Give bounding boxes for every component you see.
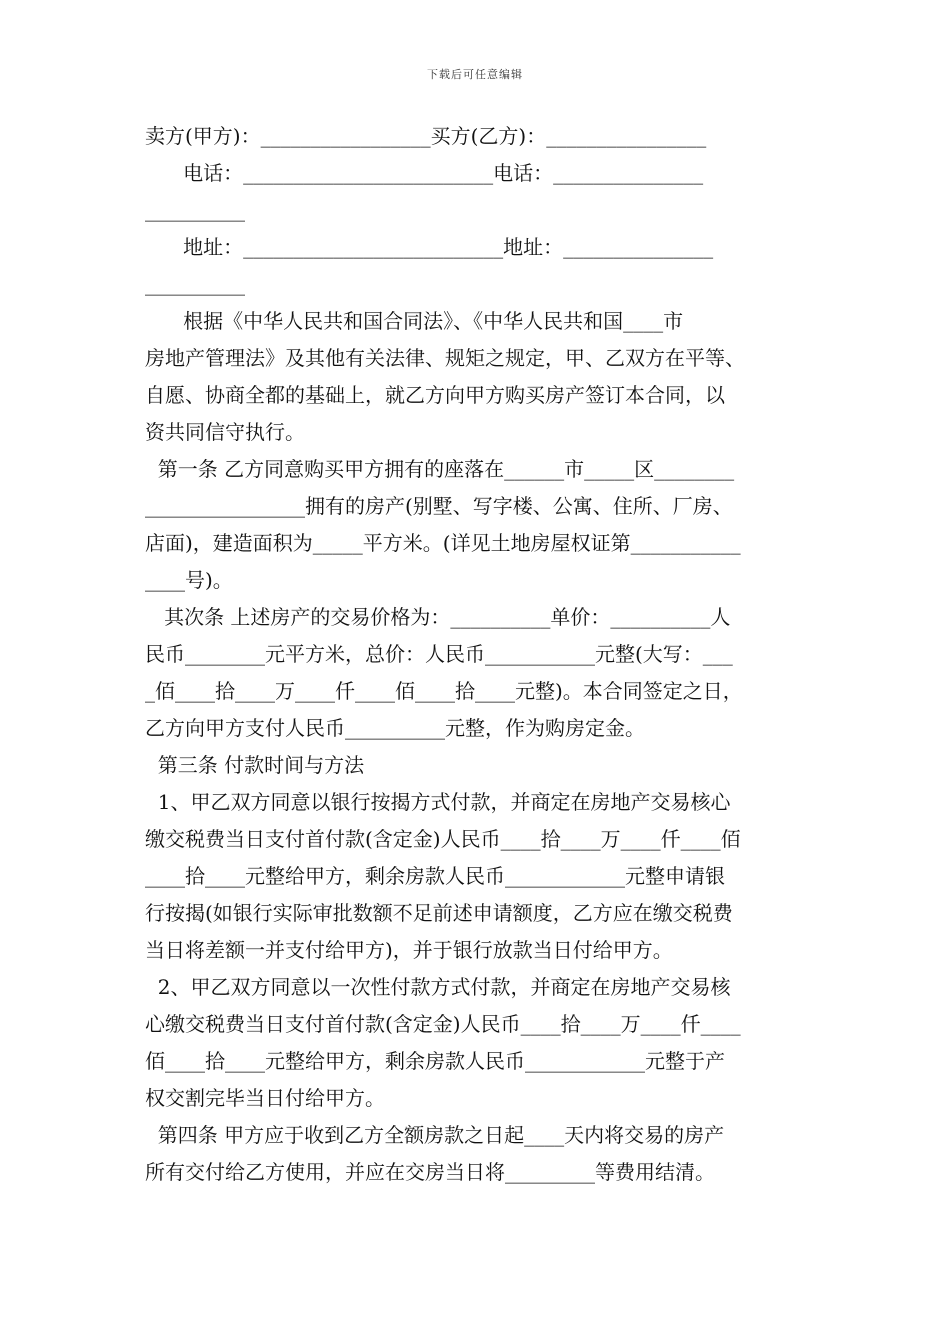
article-1-line-3: 店面)，建造面积为_____平方米。(详见土地房屋权证第___________ bbox=[145, 531, 741, 555]
article-2-line-4: 乙方向甲方支付人民币__________元整，作为购房定金。 bbox=[145, 716, 645, 740]
article-3-item-2-line-1: 2、甲乙双方同意以一次性付款方式付款，并商定在房地产交易核 bbox=[145, 975, 731, 999]
article-3-item-1-line-5: 当日将差额一并支付给甲方)，并于银行放款当日付给甲方。 bbox=[145, 938, 673, 962]
article-3-item-1-line-3: ____拾____元整给甲方，剩余房款人民币____________元整申请银 bbox=[145, 864, 725, 888]
address-line: 地址：__________________________地址：_______________ bbox=[145, 235, 714, 259]
header-note: 下载后可任意编辑 bbox=[427, 68, 523, 81]
article-3-item-2-line-4: 权交割完毕当日付给甲方。 bbox=[145, 1086, 385, 1110]
article-2-line-3: _佰____拾____万____仟____佰____拾____元整)。本合同签定之日， bbox=[145, 679, 743, 703]
preamble-line-4: 资共同信守执行。 bbox=[145, 420, 305, 444]
article-3-item-2-line-2: 心缴交税费当日支付首付款(含定金)人民币____拾____万____仟____ bbox=[145, 1012, 741, 1036]
article-1-line-4: ____号)。 bbox=[145, 568, 233, 592]
article-1-line-2: ________________拥有的房产(别墅、写字楼、公寓、住所、厂房、 bbox=[145, 494, 733, 518]
address-line-cont: __________ bbox=[145, 272, 245, 296]
article-3-heading: 第三条 付款时间与方法 bbox=[145, 753, 365, 777]
preamble-line-2: 房地产管理法》及其他有关法律、规矩之规定，甲、乙双方在平等、 bbox=[145, 346, 745, 370]
preamble-line-3: 自愿、协商全都的基础上，就乙方向甲方购买房产签订本合同，以 bbox=[145, 383, 725, 407]
contract-body bbox=[145, 118, 810, 1191]
article-3-item-1-line-4: 行按揭(如银行实际审批数额不足前述申请额度，乙方应在缴交税费 bbox=[145, 901, 733, 925]
article-3-item-1-line-1: 1、甲乙双方同意以银行按揭方式付款，并商定在房地产交易核心 bbox=[145, 790, 731, 814]
article-1-line-1: 第一条 乙方同意购买甲方拥有的座落在______市_____区________ bbox=[145, 457, 735, 481]
article-3-item-2-line-3: 佰____拾____元整给甲方，剩余房款人民币____________元整于产 bbox=[145, 1049, 725, 1073]
preamble-line-1: 根据《中华人民共和国合同法》、《中华人民共和国____市 bbox=[145, 309, 684, 333]
seller-buyer-line: 卖方(甲方)：_________________买方(乙方)：________________ bbox=[145, 124, 707, 148]
article-2-line-2: 民币________元平方米，总价：人民币___________元整(大写：___ bbox=[145, 642, 733, 666]
article-4-line-1: 第四条 甲方应于收到乙方全额房款之日起____天内将交易的房产 bbox=[145, 1123, 725, 1147]
article-3-item-1-line-2: 缴交税费当日支付首付款(含定金)人民币____拾____万____仟____佰 bbox=[145, 827, 741, 851]
article-4-line-2: 所有交付给乙方使用，并应在交房当日将_________等费用结清。 bbox=[145, 1160, 715, 1184]
article-2-line-1: 其次条 上述房产的交易价格为：__________单价：__________人 bbox=[145, 605, 731, 629]
phone-line-cont: __________ bbox=[145, 198, 245, 222]
phone-line: 电话：_________________________电话：_______________ bbox=[145, 161, 704, 185]
